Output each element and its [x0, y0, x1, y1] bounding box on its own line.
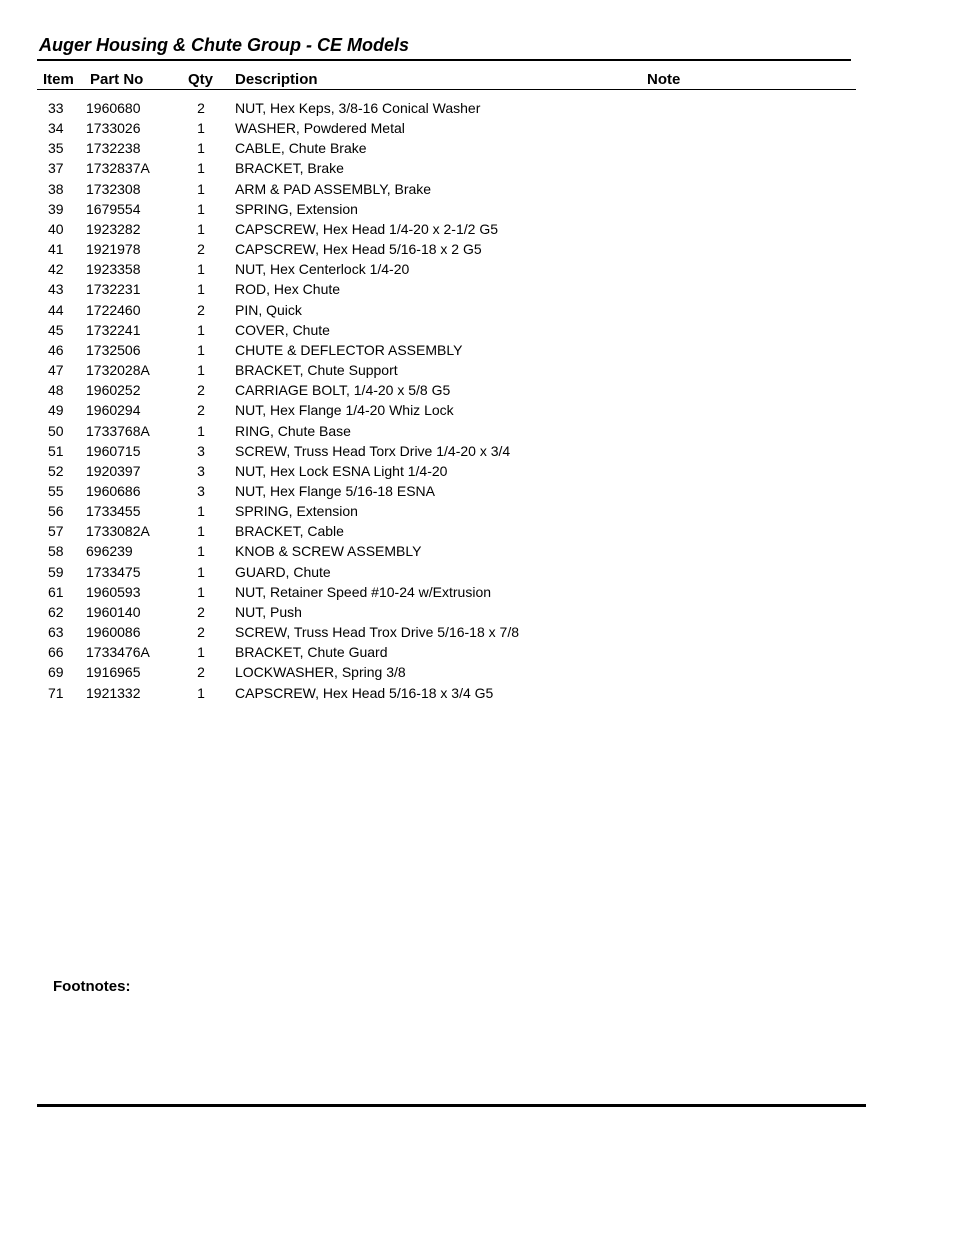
- cell-qty: 1: [197, 341, 205, 358]
- cell-qty: 1: [197, 180, 205, 197]
- cell-qty: 1: [197, 523, 205, 540]
- table-row: [0, 481, 954, 501]
- cell-part-no: 1921978: [86, 241, 141, 258]
- table-row: [0, 562, 954, 582]
- cell-qty: 2: [197, 624, 205, 641]
- cell-part-no: 1732238: [86, 140, 141, 157]
- cell-qty: 2: [197, 664, 205, 681]
- table-row: [0, 421, 954, 441]
- cell-description: ARM & PAD ASSEMBLY, Brake: [235, 180, 432, 197]
- cell-item: 38: [48, 180, 64, 197]
- cell-item: 46: [48, 341, 64, 358]
- table-row: [0, 219, 954, 239]
- cell-part-no: 1732308: [86, 180, 141, 197]
- cell-description: SCREW, Truss Head Trox Drive 5/16-18 x 7/8: [235, 624, 519, 641]
- cell-part-no: 1733026: [86, 120, 141, 137]
- cell-description: NUT, Retainer Speed #10-24 w/Extrusion: [235, 583, 492, 600]
- cell-part-no: 1960252: [86, 382, 141, 399]
- cell-qty: 1: [197, 362, 205, 379]
- cell-part-no: 1732506: [86, 341, 141, 358]
- cell-item: 39: [48, 200, 64, 217]
- cell-description: BRACKET, Chute Guard: [235, 644, 388, 661]
- cell-qty: 2: [197, 100, 205, 116]
- cell-item: 56: [48, 503, 64, 520]
- cell-item: 69: [48, 664, 64, 681]
- cell-description: ROD, Hex Chute: [235, 281, 341, 298]
- cell-qty: 3: [197, 442, 205, 459]
- cell-description: NUT, Hex Flange 1/4-20 Whiz Lock: [235, 402, 454, 419]
- cell-description: BRACKET, Brake: [235, 160, 344, 177]
- cell-qty: 1: [197, 422, 205, 439]
- cell-description: CAPSCREW, Hex Head 5/16-18 x 2 G5: [235, 241, 482, 258]
- table-row: [0, 441, 954, 461]
- table-row: [0, 501, 954, 521]
- cell-item: 62: [48, 603, 64, 620]
- cell-description: NUT, Hex Lock ESNA Light 1/4-20: [235, 462, 448, 479]
- cell-part-no: 1960680: [86, 100, 141, 116]
- header-qty: Qty: [188, 71, 214, 88]
- cell-item: 33: [48, 100, 64, 116]
- cell-part-no: 1960140: [86, 603, 141, 620]
- cell-part-no: 1960086: [86, 624, 141, 641]
- cell-part-no: 1733768A: [86, 422, 150, 439]
- cell-qty: 1: [197, 543, 205, 560]
- cell-qty: 1: [197, 220, 205, 237]
- cell-part-no: 1733455: [86, 503, 141, 520]
- table-row: [0, 622, 954, 642]
- cell-item: 63: [48, 624, 64, 641]
- table-row: [0, 582, 954, 602]
- table-row: [0, 380, 954, 400]
- cell-description: NUT, Push: [235, 603, 302, 620]
- cell-item: 34: [48, 120, 64, 137]
- cell-qty: 1: [197, 140, 205, 157]
- table-row: [0, 98, 954, 118]
- cell-part-no: 1921332: [86, 684, 141, 701]
- cell-qty: 1: [197, 160, 205, 177]
- cell-part-no: 1733476A: [86, 644, 150, 661]
- table-row: [0, 461, 954, 481]
- cell-qty: 2: [197, 382, 205, 399]
- cell-description: SPRING, Extension: [235, 200, 358, 217]
- footer-divider: [37, 1104, 866, 1107]
- cell-description: RING, Chute Base: [235, 422, 351, 439]
- table-header: [0, 71, 954, 89]
- cell-item: 48: [48, 382, 64, 399]
- cell-item: 35: [48, 140, 64, 157]
- cell-description: NUT, Hex Flange 5/16-18 ESNA: [235, 482, 435, 499]
- cell-description: COVER, Chute: [235, 321, 330, 338]
- cell-description: CAPSCREW, Hex Head 1/4-20 x 2-1/2 G5: [235, 220, 498, 237]
- cell-item: 58: [48, 543, 64, 560]
- table-row: [0, 662, 954, 682]
- cell-description: BRACKET, Cable: [235, 523, 344, 540]
- cell-description: PIN, Quick: [235, 301, 302, 318]
- cell-item: 59: [48, 563, 64, 580]
- header-description: Description: [235, 71, 318, 88]
- table-row: [0, 340, 954, 360]
- table-row: [0, 158, 954, 178]
- cell-qty: 1: [197, 321, 205, 338]
- cell-description: CAPSCREW, Hex Head 5/16-18 x 3/4 G5: [235, 684, 494, 701]
- cell-item: 41: [48, 241, 64, 258]
- cell-part-no: 1732028A: [86, 362, 150, 379]
- cell-qty: 1: [197, 644, 205, 661]
- table-row: [0, 138, 954, 158]
- cell-description: GUARD, Chute: [235, 563, 331, 580]
- cell-description: WASHER, Powdered Metal: [235, 120, 405, 137]
- table-row: [0, 179, 954, 199]
- cell-qty: 3: [197, 462, 205, 479]
- title-divider: [37, 59, 851, 61]
- cell-item: 40: [48, 220, 64, 237]
- cell-description: CARRIAGE BOLT, 1/4-20 x 5/8 G5: [235, 382, 451, 399]
- cell-item: 71: [48, 684, 64, 701]
- cell-description: KNOB & SCREW ASSEMBLY: [235, 543, 422, 560]
- table-row: [0, 279, 954, 299]
- table-row: [0, 239, 954, 259]
- cell-part-no: 1679554: [86, 200, 141, 217]
- footnotes-label: Footnotes:: [53, 978, 131, 995]
- cell-item: 43: [48, 281, 64, 298]
- header-note: Note: [647, 71, 681, 88]
- cell-part-no: 1960686: [86, 482, 141, 499]
- cell-qty: 1: [197, 261, 205, 278]
- table-row: [0, 360, 954, 380]
- cell-part-no: 1733082A: [86, 523, 150, 540]
- cell-item: 44: [48, 301, 64, 318]
- table-row: [0, 118, 954, 138]
- cell-qty: 1: [197, 281, 205, 298]
- cell-description: BRACKET, Chute Support: [235, 362, 398, 379]
- table-row: [0, 683, 954, 703]
- cell-item: 50: [48, 422, 64, 439]
- table-row: [0, 199, 954, 219]
- cell-item: 66: [48, 644, 64, 661]
- cell-part-no: 1920397: [86, 462, 141, 479]
- cell-item: 52: [48, 462, 64, 479]
- cell-qty: 2: [197, 402, 205, 419]
- cell-part-no: 1923282: [86, 220, 141, 237]
- cell-description: NUT, Hex Centerlock 1/4-20: [235, 261, 410, 278]
- cell-item: 42: [48, 261, 64, 278]
- cell-qty: 1: [197, 503, 205, 520]
- cell-qty: 1: [197, 583, 205, 600]
- cell-description: CHUTE & DEFLECTOR ASSEMBLY: [235, 341, 463, 358]
- cell-description: SCREW, Truss Head Torx Drive 1/4-20 x 3/4: [235, 442, 511, 459]
- cell-description: SPRING, Extension: [235, 503, 358, 520]
- cell-qty: 1: [197, 200, 205, 217]
- cell-qty: 3: [197, 482, 205, 499]
- cell-item: 57: [48, 523, 64, 540]
- cell-part-no: 1960593: [86, 583, 141, 600]
- cell-item: 51: [48, 442, 64, 459]
- cell-description: CABLE, Chute Brake: [235, 140, 367, 157]
- cell-part-no: 1732241: [86, 321, 141, 338]
- table-row: [0, 521, 954, 541]
- cell-part-no: 696239: [86, 543, 133, 560]
- cell-part-no: 1960715: [86, 442, 141, 459]
- cell-part-no: 1722460: [86, 301, 141, 318]
- table-row: [0, 541, 954, 561]
- cell-qty: 2: [197, 301, 205, 318]
- cell-part-no: 1923358: [86, 261, 141, 278]
- cell-part-no: 1732837A: [86, 160, 150, 177]
- cell-qty: 2: [197, 603, 205, 620]
- cell-item: 37: [48, 160, 64, 177]
- page-title: Auger Housing & Chute Group - CE Models: [39, 35, 409, 55]
- cell-qty: 1: [197, 120, 205, 137]
- cell-item: 47: [48, 362, 64, 379]
- header-item: Item: [43, 71, 74, 88]
- header-divider: [37, 89, 856, 90]
- header-part-no: Part No: [90, 71, 144, 88]
- cell-qty: 2: [197, 241, 205, 258]
- cell-item: 49: [48, 402, 64, 419]
- cell-item: 61: [48, 583, 64, 600]
- table-row: [0, 602, 954, 622]
- cell-qty: 1: [197, 563, 205, 580]
- cell-part-no: 1733475: [86, 563, 141, 580]
- cell-item: 55: [48, 482, 64, 499]
- table-row: [0, 642, 954, 662]
- cell-qty: 1: [197, 684, 205, 701]
- cell-description: LOCKWASHER, Spring 3/8: [235, 664, 406, 681]
- table-row: [0, 400, 954, 420]
- cell-part-no: 1916965: [86, 664, 141, 681]
- table-row: [0, 320, 954, 340]
- cell-description: NUT, Hex Keps, 3/8-16 Conical Washer: [235, 100, 481, 116]
- cell-item: 45: [48, 321, 64, 338]
- table-row: [0, 259, 954, 279]
- cell-part-no: 1960294: [86, 402, 141, 419]
- table-row: [0, 300, 954, 320]
- cell-part-no: 1732231: [86, 281, 141, 298]
- parts-table: [0, 98, 954, 703]
